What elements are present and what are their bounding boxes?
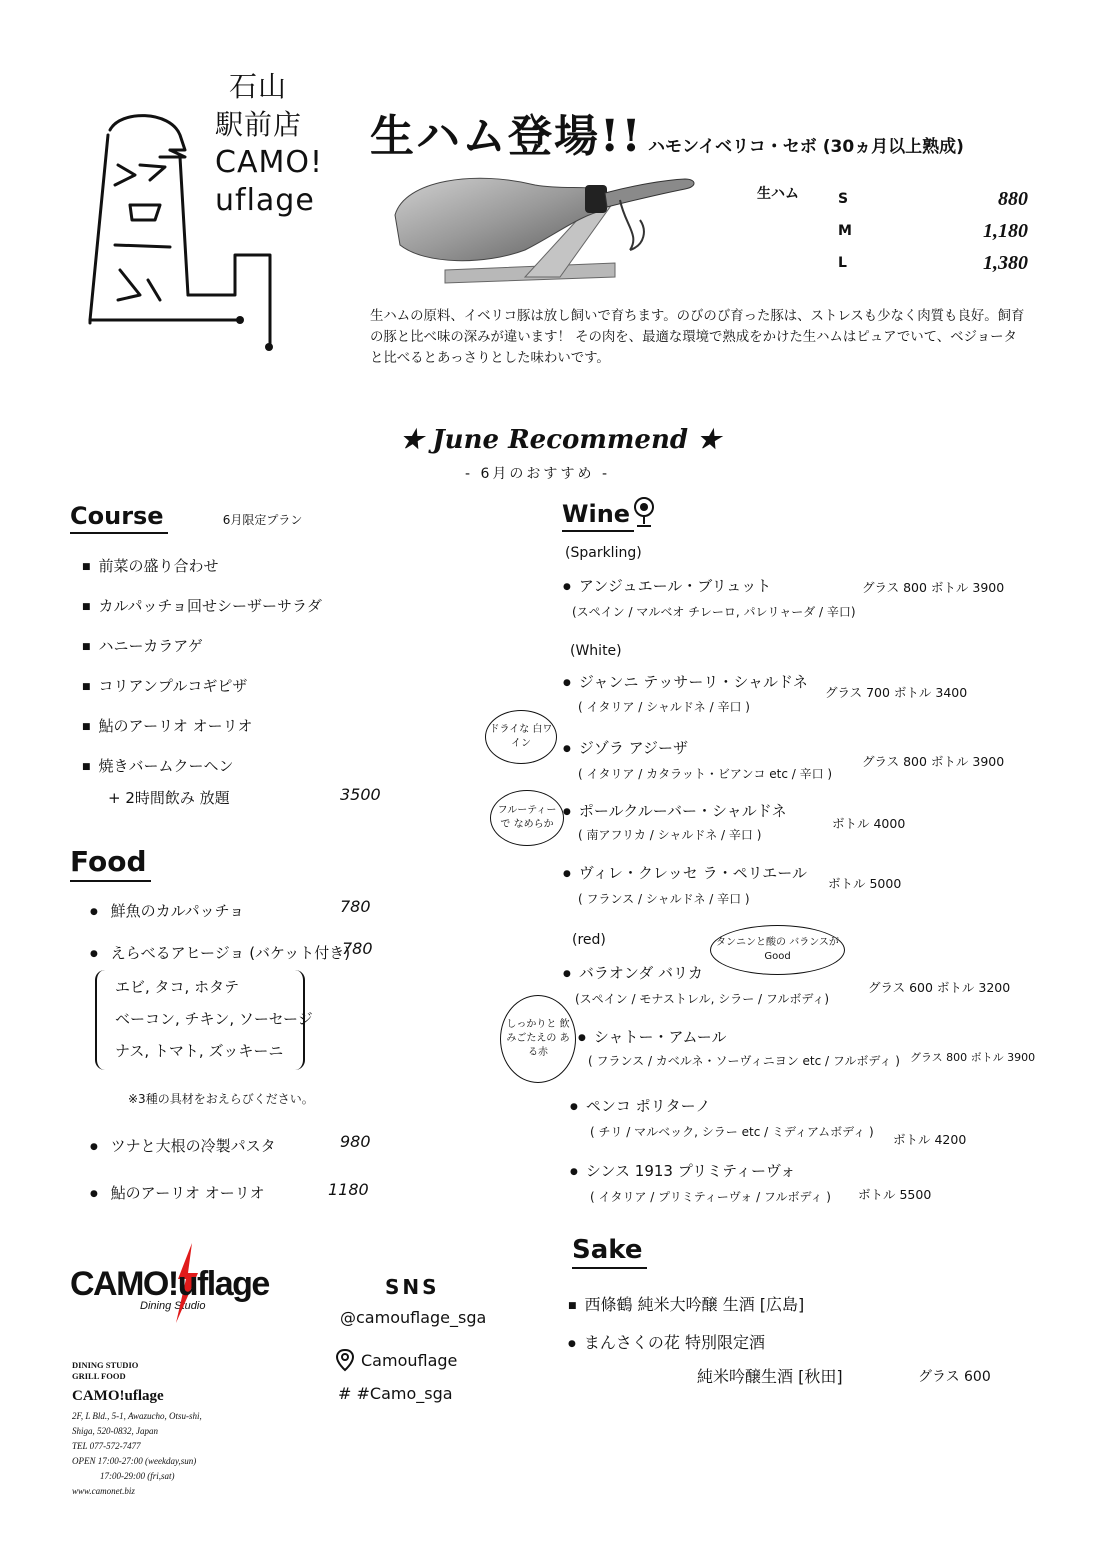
info-web: www.camonet.biz bbox=[72, 1486, 135, 1496]
sns-title: SNS bbox=[385, 1275, 440, 1299]
logo-wordmark: CAMO!uflage bbox=[70, 1265, 269, 1303]
wine-detail: ( チリ / マルベック, シラー etc / ミディアムボディ ) bbox=[590, 1125, 874, 1139]
ham-description: 生ハムの原料、イベリコ豚は放し飼いで育ちます。のびのび育った豚は、ストレスも少なく肉質も良好。飼育の豚と比べ味の深みが違います！ その肉を、最適な環境で熟成をかけた生ハムはピュアでいて、ベジョータと比べるとあっさりとした味わいです。 bbox=[370, 309, 1025, 366]
food-price: 1180 bbox=[328, 1180, 369, 1199]
food-section bbox=[70, 845, 151, 878]
wine-name: ● ポールクルーバー・シャルドネ bbox=[563, 800, 787, 821]
choice-note: ※3種の具材をおえらびください。 bbox=[128, 1092, 314, 1106]
store-line-1: 石山 bbox=[229, 70, 288, 103]
wine-price: グラス 800 ボトル 3900 bbox=[862, 580, 1005, 595]
note-bubble-fruity: フルーティーで なめらか bbox=[490, 790, 564, 846]
store-line-4: uflage bbox=[215, 183, 315, 218]
wine-name: ● シャトー・アムール bbox=[578, 1026, 726, 1047]
size-label: S bbox=[838, 191, 849, 207]
ham-price-label: 生ハム bbox=[757, 186, 799, 202]
food-price: 980 bbox=[340, 1132, 371, 1151]
course-note: 6月限定プラン bbox=[222, 513, 303, 527]
info-address: 2F, L Bld., 5-1, Awazucho, Otsu-shi, bbox=[72, 1411, 202, 1421]
price-row-l bbox=[838, 247, 1028, 279]
course-extra: + 2時間飲み 放題 bbox=[108, 789, 230, 807]
wine-name: ● ヴィレ・クレッセ ラ・ペリエール bbox=[563, 862, 807, 883]
recommend-title: ★ June Recommend ★ bbox=[400, 425, 721, 455]
sns-map[interactable] bbox=[335, 1348, 457, 1372]
sns-hashtag[interactable]: # #Camo_sga bbox=[338, 1384, 453, 1403]
wine-detail: (スペイン / マルベオ チレーロ, パレリャーダ / 辛口) bbox=[572, 605, 856, 619]
price-row-m bbox=[838, 215, 1028, 247]
note-bubble-tannin: タンニンと酸の バランスがGood bbox=[710, 925, 845, 975]
food-item bbox=[90, 900, 244, 921]
wine-price: ボトル 4200 bbox=[893, 1132, 967, 1147]
wine-white-label: (White) bbox=[570, 643, 622, 659]
wine-detail: ( イタリア / プリミティーヴォ / フルボディ ) bbox=[590, 1190, 831, 1204]
wine-name: ● シンス 1913 プリミティーヴォ bbox=[570, 1160, 795, 1181]
wine-heading: Wine bbox=[562, 500, 634, 532]
info-tel: TEL 077-572-7477 bbox=[72, 1441, 141, 1451]
map-pin-icon bbox=[335, 1348, 355, 1372]
choice-row: エビ, タコ, ホタテ bbox=[115, 978, 240, 996]
wine-name: ● ジャンニ テッサーリ・シャルドネ bbox=[563, 671, 808, 692]
food-name: えらべるアヒージョ (バケット付き) bbox=[110, 944, 351, 962]
size-label: M bbox=[838, 223, 852, 239]
wine-price: ボトル 4000 bbox=[832, 816, 906, 831]
list-item: ■ カルパッチョ回せシーザーサラダ bbox=[82, 595, 322, 635]
recommend-subtitle: - 6月のおすすめ - bbox=[465, 466, 611, 482]
wine-name: ● ペンコ ポリターノ bbox=[570, 1095, 710, 1116]
wine-detail: ( イタリア / カタラット・ビアンコ etc / 辛口 ) bbox=[578, 767, 833, 781]
size-price: 880 bbox=[998, 187, 1028, 210]
food-item bbox=[90, 1135, 276, 1156]
wine-price: グラス 800 ボトル 3900 bbox=[862, 754, 1005, 769]
wine-detail: ( 南アフリカ / シャルドネ / 辛口 ) bbox=[578, 828, 762, 842]
info-address: Shiga, 520-0832, Japan bbox=[72, 1426, 158, 1436]
ham-price-list bbox=[838, 183, 1028, 279]
food-price: 780 bbox=[340, 897, 371, 916]
jamon-leg-photo bbox=[385, 165, 725, 295]
logo-tagline: Dining Studio bbox=[140, 1300, 206, 1312]
store-line-3: CAMO! bbox=[215, 145, 323, 180]
wine-section bbox=[562, 500, 634, 528]
sns-instagram[interactable]: @camouflage_sga bbox=[340, 1308, 487, 1327]
course-heading: Course bbox=[70, 502, 168, 534]
list-item: ■ 焼きバームクーヘン bbox=[82, 755, 322, 795]
note-bubble-dry: ドライな 白ワイン bbox=[485, 710, 557, 764]
price-row-s bbox=[838, 183, 1028, 215]
sake-detail: 純米吟醸生酒 [秋田] bbox=[697, 1367, 843, 1386]
list-item: ■ 鮎のアーリオ オーリオ bbox=[82, 715, 322, 755]
wine-glass-icon bbox=[632, 496, 656, 530]
food-name: 鮎のアーリオ オーリオ bbox=[110, 1184, 265, 1202]
size-price: 1,380 bbox=[983, 251, 1028, 274]
sake-name: ■ 西條鶴 純米大吟醸 生酒 [広島] bbox=[568, 1292, 804, 1315]
food-price: 780 bbox=[342, 939, 373, 958]
size-price: 1,180 bbox=[983, 219, 1028, 242]
wine-price: グラス 600 ボトル 3200 bbox=[868, 980, 1011, 995]
food-heading: Food bbox=[70, 845, 151, 882]
sake-heading: Sake bbox=[572, 1235, 647, 1269]
info-line: DINING STUDIO bbox=[72, 1360, 139, 1370]
brand-logo bbox=[70, 1265, 269, 1312]
wine-price: ボトル 5000 bbox=[828, 876, 902, 891]
sake-name: ● まんさくの花 特別限定酒 bbox=[568, 1330, 765, 1353]
wine-detail: (スペイン / モナストレル, シラー / フルボディ) bbox=[575, 992, 830, 1006]
wine-red-label: (red) bbox=[572, 932, 606, 948]
store-name-handwritten bbox=[215, 68, 323, 220]
wine-detail: ( フランス / カベルネ・ソーヴィニヨン etc / フルボディ ) bbox=[588, 1054, 900, 1068]
list-item: ■ ハニーカラアゲ bbox=[82, 635, 322, 675]
food-name: 鮮魚のカルパッチョ bbox=[110, 902, 245, 920]
course-price: 3500 bbox=[340, 785, 381, 804]
sake-price: グラス 600 bbox=[918, 1369, 991, 1385]
wine-detail: ( フランス / シャルドネ / 辛口 ) bbox=[578, 892, 750, 906]
store-info bbox=[72, 1360, 202, 1499]
wine-name: ● アンジュエール・ブリュット bbox=[563, 575, 771, 596]
food-item bbox=[90, 1182, 265, 1203]
size-label: L bbox=[838, 255, 847, 271]
wine-name: ● ジゾラ アジーザ bbox=[563, 737, 688, 758]
ajillo-choices bbox=[95, 970, 313, 1070]
info-store-name: CAMO!uflage bbox=[72, 1388, 164, 1404]
wine-price: グラス 800 ボトル 3900 bbox=[910, 1051, 1036, 1064]
info-hours: 17:00-29:00 (fri,sat) bbox=[100, 1471, 175, 1481]
info-hours: OPEN 17:00-27:00 (weekday,sun) bbox=[72, 1456, 197, 1466]
info-line: GRILL FOOD bbox=[72, 1371, 126, 1381]
wine-price: グラス 700 ボトル 3400 bbox=[825, 685, 968, 700]
note-bubble-full: しっかりと 飲みごたえの ある赤 bbox=[500, 995, 576, 1083]
list-item: ■ コリアンプルコギピザ bbox=[82, 675, 322, 715]
wine-detail: ( イタリア / シャルドネ / 辛口 ) bbox=[578, 700, 750, 714]
wine-name: ● バラオンダ バリカ bbox=[563, 962, 703, 983]
list-item: ■ 前菜の盛り合わせ bbox=[82, 555, 322, 595]
food-item bbox=[90, 942, 350, 963]
choice-row: ナス, トマト, ズッキーニ bbox=[115, 1042, 284, 1060]
ham-product-name: ハモンイベリコ・セボ (30ヵ月以上熟成) bbox=[648, 137, 964, 157]
sake-section bbox=[572, 1235, 647, 1265]
course-list bbox=[82, 555, 322, 795]
course-section bbox=[70, 502, 302, 530]
wine-sparkling-label: (Sparkling) bbox=[565, 545, 642, 561]
food-name: ツナと大根の冷製パスタ bbox=[110, 1137, 276, 1155]
choice-row: ベーコン, チキン, ソーセージ bbox=[115, 1010, 313, 1028]
store-line-2: 駅前店 bbox=[215, 108, 303, 141]
sns-map-label: Camouflage bbox=[361, 1350, 458, 1370]
page-title: 生ハム登場!! bbox=[370, 111, 643, 162]
wine-price: ボトル 5500 bbox=[858, 1187, 932, 1202]
